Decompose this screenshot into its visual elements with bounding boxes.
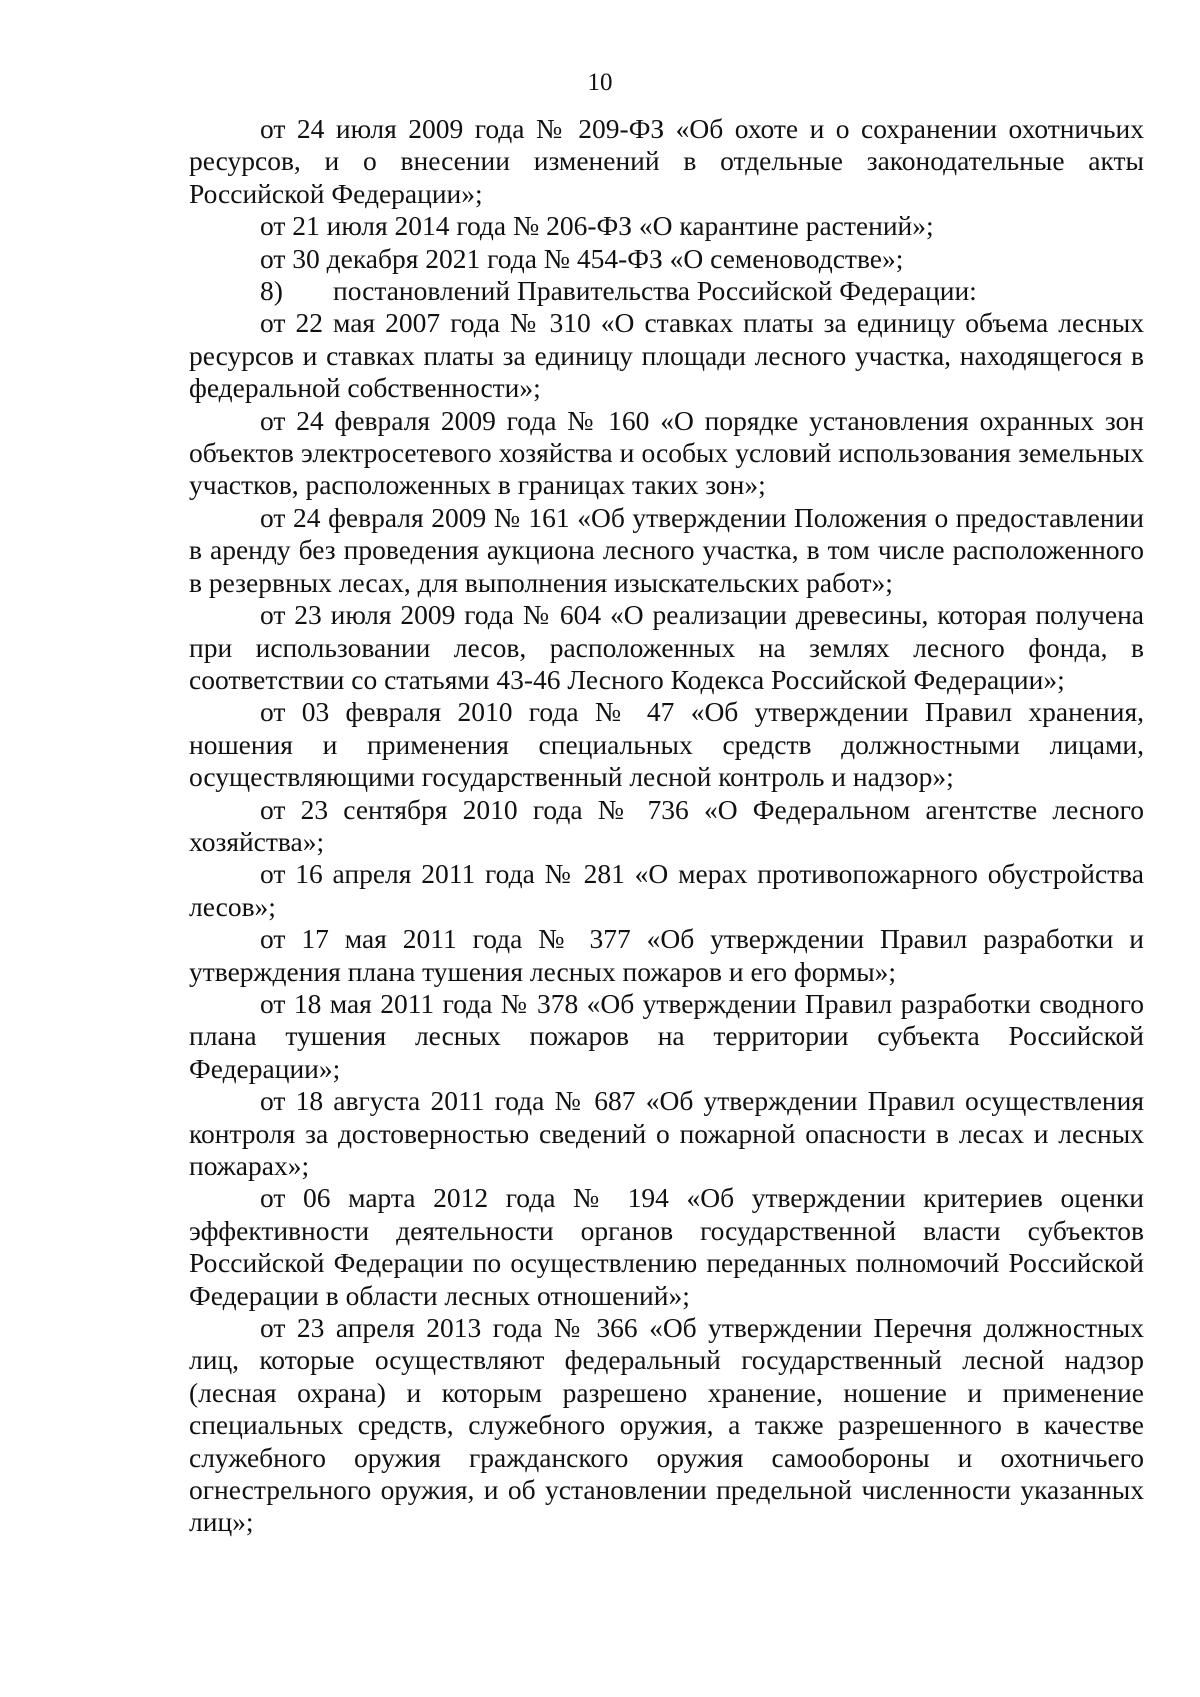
- list-item-8: [189, 275, 1144, 307]
- paragraph-law-206: от 21 июля 2014 года № 206-ФЗ «О карантине растений»;: [260, 210, 934, 242]
- document-body: [189, 113, 1144, 1539]
- paragraph-law-454: от 30 декабря 2021 года № 454-ФЗ «О семеноводстве»;: [260, 242, 904, 274]
- paragraph-decree-604: от 23 июля 2009 года № 604 «О реализации древесины, которая получена при использовании лесов, расположенных на землях лесного фонда, в соответствии со статьями 43-46 Лесного Кодекса Российской Федерации»;: [189, 599, 1144, 695]
- paragraph-decree-366: от 23 апреля 2013 года № 366 «Об утверждении Перечня должностных лиц, которые осуществляют федеральный государственный лесной надзор (лесная охрана) и которым разрешено хранение, ношение и применение специальных средств, служебного оружия, а также разрешенного в качестве служебного оружия гражданского оружия самообороны и охотничьего огнестрельного оружия, и об установлении предельной численности указанных лиц»;: [189, 1312, 1144, 1538]
- paragraph-decree-194: от 06 марта 2012 года № 194 «Об утверждении критериев оценки эффективности деятельности органов государственной власти субъектов Российской Федерации по осуществлению переданных полномочий Российской Федерации в области лесных отношений»;: [189, 1182, 1144, 1311]
- paragraph-law-209: от 24 июля 2009 года № 209-ФЗ «Об охоте и о сохранении охотничьих ресурсов, и о внесении изменений в отдельные законодательные акты Российской Федерации»;: [189, 113, 1144, 209]
- paragraph-decree-378: от 18 мая 2011 года № 378 «Об утверждении Правил разработки сводного плана тушения лесных пожаров на территории субъекта Российской Федерации»;: [189, 987, 1144, 1084]
- paragraph-decree-47: от 03 февраля 2010 года № 47 «Об утверждении Правил хранения, ношения и применения специальных средств должностными лицами, осуществляющими государственный лесной контроль и надзор»;: [189, 696, 1144, 793]
- paragraph-decree-736: от 23 сентября 2010 года № 736 «О Федеральном агентстве лесного хозяйства»;: [189, 793, 1144, 857]
- list-item-number: 8): [260, 275, 283, 307]
- paragraph-decree-377: от 17 мая 2011 года № 377 «Об утверждении Правил разработки и утверждения плана тушения лесных пожаров и его формы»;: [189, 923, 1144, 987]
- paragraph-decree-160: от 24 февраля 2009 года № 160 «О порядке установления охранных зон объектов электросетевого хозяйства и особых условий использования земельных участков, расположенных в границах таких зон»;: [189, 404, 1144, 501]
- paragraph-decree-161: от 24 февраля 2009 № 161 «Об утверждении Положения о предоставлении в аренду без проведения аукциона лесного участка, в том числе расположенного в резервных лесах, для выполнения изыскательских работ»;: [189, 501, 1144, 598]
- page-number: 10: [587, 69, 613, 96]
- paragraph-decree-310: от 22 мая 2007 года № 310 «О ставках платы за единицу объема лесных ресурсов и ставках платы за единицу площади лесного участка, находящегося в федеральной собственности»;: [189, 307, 1144, 404]
- paragraph-decree-281: от 16 апреля 2011 года № 281 «О мерах противопожарного обустройства лесов»;: [189, 858, 1144, 922]
- paragraph-decree-687: от 18 августа 2011 года № 687 «Об утверждении Правил осуществления контроля за достоверностью сведений о пожарной опасности в лесах и лесных пожарах»;: [189, 1085, 1144, 1181]
- list-item-heading: постановлений Правительства Российской Федерации:: [333, 275, 977, 307]
